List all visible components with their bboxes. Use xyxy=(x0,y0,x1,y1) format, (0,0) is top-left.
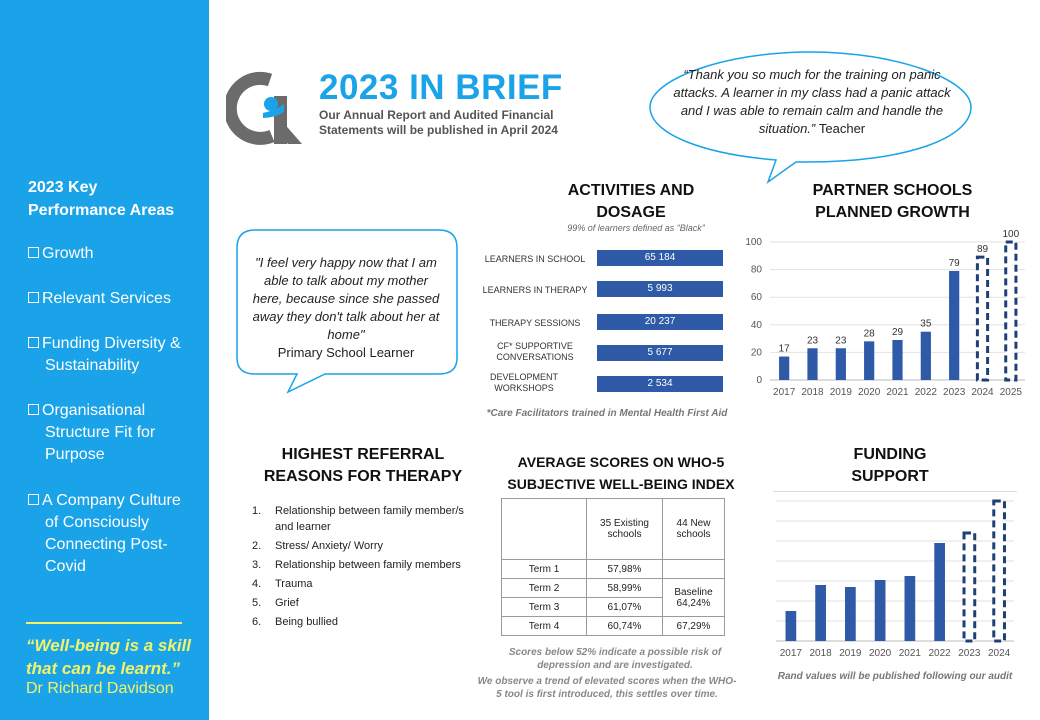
quote-divider xyxy=(26,622,182,624)
data-label: 100 xyxy=(1002,229,1020,240)
bar xyxy=(905,576,916,641)
x-tick-label: 2021 xyxy=(886,387,909,398)
data-label: 89 xyxy=(976,244,989,256)
partner-schools-title: PARTNER SCHOOLS PLANNED GROWTH xyxy=(812,182,973,221)
col-existing-schools: 35 Existing schools xyxy=(587,499,663,560)
funding-note: Rand values will be published following our audit xyxy=(777,671,1013,682)
learner-quote: "I feel very happy now that I am able to talk about my mother here, because since she passed away they don't talk about her at home" Primary School Learner xyxy=(252,255,440,360)
activity-label: CF* SUPPORTIVE CONVERSATIONS xyxy=(496,341,574,362)
kpa-item-funding: Funding Diversity & Sustainability xyxy=(28,333,188,377)
activity-bar: 2 534 xyxy=(597,376,723,392)
x-tick-label: 2020 xyxy=(858,387,881,398)
y-tick-label: 80 xyxy=(750,264,762,276)
table-row: Term 1 57,98% xyxy=(502,560,725,579)
data-label: 29 xyxy=(891,326,904,338)
checkbox-icon xyxy=(28,337,39,348)
x-tick-label: 2017 xyxy=(779,648,802,659)
bar-projected xyxy=(994,501,1005,641)
bar xyxy=(815,585,826,641)
x-tick-label: 2019 xyxy=(829,387,852,398)
kpa-heading: 2023 Key Performance Areas xyxy=(28,179,175,219)
y-tick-label: 40 xyxy=(750,319,762,331)
data-label: 23 xyxy=(835,335,847,347)
kpa-item-company-culture: A Company Culture of Consciously Connecting Post- Covid xyxy=(28,490,188,578)
activity-bar: 65 184 xyxy=(597,250,723,266)
data-label: 28 xyxy=(863,328,875,340)
list-item: 3. Relationship between family members xyxy=(252,559,461,571)
x-tick-label: 2022 xyxy=(914,387,937,398)
activity-bar: 5 993 xyxy=(597,281,723,297)
table-row: Term 2 58,99% Baseline 64,24% xyxy=(502,579,725,598)
teacher-quote: “Thank you so much for the training on panic attacks. A learner in my class had a panic attack and I was able to remain calm and handle the situation.” Teacher xyxy=(673,67,951,136)
y-tick-label: 0 xyxy=(756,375,762,386)
x-tick-label: 2019 xyxy=(839,648,862,659)
bar xyxy=(845,587,856,641)
wellbeing-quote: “Well-being is a skill that can be learnt.” xyxy=(26,636,192,678)
bar-projected xyxy=(964,533,975,641)
page-subtitle: Our Annual Report and Audited Financial Statements will be published in April 2024 xyxy=(319,108,558,137)
x-tick-label: 2022 xyxy=(928,648,951,659)
bar xyxy=(875,580,886,641)
list-item: 1. Relationship between family member/s and learner xyxy=(252,505,464,533)
bar xyxy=(864,341,874,380)
x-tick-label: 2017 xyxy=(773,387,796,398)
activities-title: ACTIVITIES AND DOSAGE xyxy=(567,182,695,221)
ck-logo xyxy=(226,66,312,152)
checkbox-icon xyxy=(28,247,39,258)
who5-footnote-2: We observe a trend of elevated scores when the WHO-5 tool is first introduced, this settles over time. xyxy=(477,676,737,700)
x-tick-label: 2021 xyxy=(898,648,921,659)
y-tick-label: 60 xyxy=(750,292,762,304)
activity-label: THERAPY SESSIONS xyxy=(489,318,581,328)
activities-subtitle: 99% of learners defined as “Black” xyxy=(567,223,705,233)
funding-chart xyxy=(770,495,1020,667)
kpa-item-growth: Growth xyxy=(28,243,188,265)
bar xyxy=(934,543,945,641)
col-new-schools: 44 New schools xyxy=(663,499,725,560)
baseline-cell: Baseline 64,24% xyxy=(663,579,725,617)
bar xyxy=(892,340,902,380)
referrals-title: HIGHEST REFERRAL REASONS FOR THERAPY xyxy=(263,446,463,485)
y-tick-label: 20 xyxy=(750,347,762,359)
list-item: 2. Stress/ Anxiety/ Worry xyxy=(252,540,383,552)
kpa-item-organisational-structure: Organisational Structure Fit for Purpose xyxy=(28,400,188,466)
list-item: 4. Trauma xyxy=(252,578,313,590)
data-label: 23 xyxy=(806,335,819,347)
data-label: 17 xyxy=(778,343,790,355)
bar xyxy=(807,348,817,380)
who5-table xyxy=(501,498,725,636)
checkbox-icon xyxy=(28,404,39,415)
x-tick-label: 2024 xyxy=(971,387,994,398)
bar xyxy=(786,611,797,641)
bar-projected xyxy=(977,257,987,380)
who5-footnote-1: Scores below 52% indicate a possible risk of depression and are investigated. xyxy=(508,647,722,671)
checkbox-icon xyxy=(28,292,39,303)
bar xyxy=(779,357,789,380)
kpa-item-relevant-services: Relevant Services xyxy=(28,288,188,310)
activity-label: LEARNERS IN THERAPY xyxy=(482,285,588,295)
funding-title: FUNDING SUPPORT xyxy=(851,446,929,485)
x-tick-label: 2020 xyxy=(869,648,892,659)
y-tick-label: 100 xyxy=(745,237,762,248)
funding-divider xyxy=(773,491,1017,492)
activity-label: DEVELOPMENT WORKSHOPS xyxy=(489,372,558,393)
x-tick-label: 2024 xyxy=(988,648,1011,659)
quote-author: Dr Richard Davidson xyxy=(26,680,174,697)
x-tick-label: 2018 xyxy=(809,648,832,659)
table-row: Term 3 61,07% xyxy=(502,598,725,617)
who5-title: AVERAGE SCORES ON WHO-5 SUBJECTIVE WELL-BEING INDEX xyxy=(507,454,735,492)
x-tick-label: 2018 xyxy=(801,387,824,398)
checkbox-icon xyxy=(28,494,39,505)
list-item: 5. Grief xyxy=(252,597,299,609)
table-row: Term 4 60,74% 67,29% xyxy=(502,617,725,636)
data-label: 79 xyxy=(948,257,960,269)
partner-schools-chart xyxy=(740,225,1030,405)
x-tick-label: 2025 xyxy=(999,387,1022,398)
activity-bar: 20 237 xyxy=(597,314,723,330)
page-title: 2023 IN BRIEF xyxy=(319,68,563,107)
bar xyxy=(949,271,959,380)
x-tick-label: 2023 xyxy=(943,387,966,398)
activity-label: LEARNERS IN SCHOOL xyxy=(484,254,586,264)
bar xyxy=(836,348,846,380)
data-label: 35 xyxy=(920,318,932,330)
sidebar xyxy=(0,0,209,720)
list-item: 6. Being bullied xyxy=(252,616,338,628)
activities-footnote: *Care Facilitators trained in Mental Health First Aid xyxy=(486,408,728,419)
bar-projected xyxy=(1006,242,1016,380)
activity-bar: 5 677 xyxy=(597,345,723,361)
referral-list xyxy=(252,503,472,633)
bar xyxy=(921,332,931,380)
x-tick-label: 2023 xyxy=(958,648,981,659)
